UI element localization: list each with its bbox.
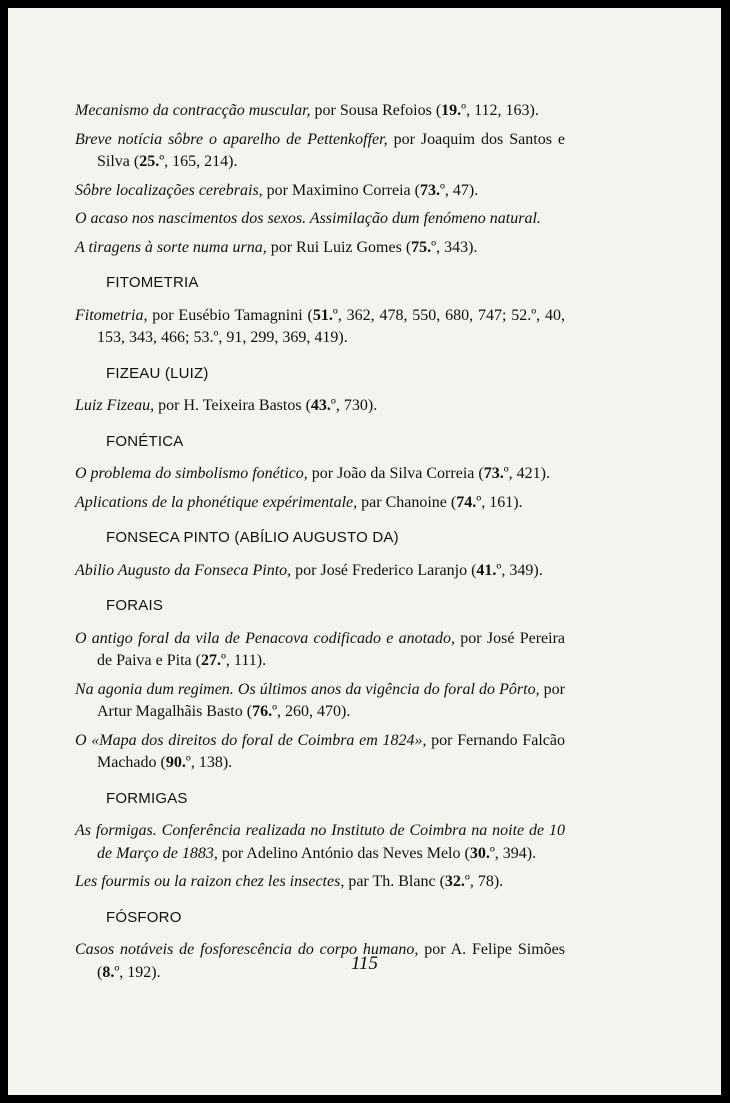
entry-volume: 73. xyxy=(419,181,440,199)
section-heading: FORAIS xyxy=(106,597,164,614)
entry-volume: 19. xyxy=(441,102,462,119)
entry-author: par Th. Blanc ( xyxy=(344,873,445,890)
entry-author: por Artur Magalhãis Basto ( xyxy=(97,680,566,720)
entry-volume: 74. xyxy=(456,493,477,511)
index-entry xyxy=(75,305,565,350)
entry-volume: 30. xyxy=(469,844,490,862)
entry-author: por Eusébio Tamagnini ( xyxy=(147,306,313,324)
entry-title: As formigas. Conferência realizada no Instituto de Coimbra na noite de 10 de Março de 1883, xyxy=(75,822,565,862)
entry-volume: 32. xyxy=(444,873,465,890)
entry-author: por Joaquim dos Santos e Silva ( xyxy=(97,130,565,170)
index-entry xyxy=(75,492,565,515)
entry-title: O antigo foral da vila de Penacova codificado e anotado, xyxy=(75,629,456,647)
entry-pages: º, 78). xyxy=(464,873,504,890)
entry-title: Luiz Fizeau, xyxy=(75,397,155,414)
index-entry xyxy=(75,560,565,583)
entry-title: Breve notícia sôbre o aparelho de Pettenkoffer, xyxy=(75,130,388,148)
entry-pages: º, 111). xyxy=(220,652,267,669)
section-heading: FONÉTICA xyxy=(106,432,184,450)
entry-volume: 41. xyxy=(476,561,497,579)
entry-author: por Fernando Falcão Machado ( xyxy=(97,731,565,771)
entry-volume: 27. xyxy=(200,652,221,669)
entry-pages: º, 192). xyxy=(114,963,161,981)
entry-title: O «Mapa dos direitos do foral de Coimbra em 1824», xyxy=(75,731,427,749)
entry-volume: 75. xyxy=(411,238,432,256)
entry-pages: º, 260, 470). xyxy=(272,703,351,720)
index-content xyxy=(75,100,565,990)
index-entry xyxy=(75,180,565,203)
entry-pages: º, 730). xyxy=(330,397,378,414)
entry-title: Fitometria, xyxy=(75,306,148,324)
entry-title: A tiragens à sorte numa urna, xyxy=(75,238,267,256)
index-entry xyxy=(75,871,565,894)
entry-author: por Adelino António das Neves Melo ( xyxy=(217,844,470,862)
entry-author: por Sousa Refoios ( xyxy=(310,102,442,119)
entry-pages: º, 349). xyxy=(496,561,543,579)
index-entry xyxy=(75,463,565,486)
index-entry xyxy=(75,129,565,174)
entry-volume: 25. xyxy=(139,153,160,170)
entry-title: Les fourmis ou la raizon chez les insectes, xyxy=(75,873,345,890)
entry-pages: º, 394). xyxy=(489,844,537,862)
entry-author: por José Frederico Laranjo ( xyxy=(291,561,477,579)
entry-volume: 51. xyxy=(312,306,333,324)
entry-pages: º, 362, 478, 550, 680, 747; 52.º, 40, 153, 343, 466; 53.º, 91, 299, 369, 419). xyxy=(97,306,566,346)
entry-volume: 8. xyxy=(102,963,115,981)
index-entry xyxy=(75,100,565,123)
entry-title: Sôbre localizações cerebrais, xyxy=(75,181,263,199)
entry-pages: º, 421). xyxy=(503,465,550,482)
entry-pages: º, 138). xyxy=(185,754,233,771)
section-heading: FÓSFORO xyxy=(106,908,182,926)
entry-author: por João da Silva Correia ( xyxy=(307,465,484,482)
index-entry xyxy=(75,208,565,231)
entry-pages: º, 165, 214). xyxy=(159,153,238,170)
index-entry xyxy=(75,730,565,775)
entry-volume: 76. xyxy=(252,703,273,720)
entry-author: por A. Felipe Simões ( xyxy=(97,941,565,981)
entry-title: Casos notáveis de fosforescência do corpo humano, xyxy=(75,941,419,958)
entry-volume: 90. xyxy=(165,754,186,771)
entry-author: por José Pereira de Paiva e Pita ( xyxy=(97,629,565,669)
index-entry xyxy=(75,395,565,418)
index-entry xyxy=(75,820,565,865)
entry-author: por H. Teixeira Bastos ( xyxy=(154,397,311,414)
entry-volume: 43. xyxy=(310,397,331,414)
entry-pages: º, 47). xyxy=(439,181,479,199)
entry-pages: º, 343). xyxy=(431,238,478,256)
page xyxy=(8,8,721,1095)
entry-title: Abilio Augusto da Fonseca Pinto, xyxy=(75,561,292,579)
index-entry xyxy=(75,679,565,724)
entry-author: par Chanoine ( xyxy=(357,493,457,511)
entry-title: Mecanismo da contracção muscular, xyxy=(75,102,311,119)
section-heading: FORMIGAS xyxy=(106,789,188,807)
entry-author: por Rui Luiz Gomes ( xyxy=(266,238,412,256)
index-entry xyxy=(75,628,565,673)
entry-volume: 73. xyxy=(483,465,504,482)
entry-title: O problema do simbolismo fonético, xyxy=(75,465,308,482)
entry-pages: º, 161). xyxy=(476,493,523,511)
entry-title: O acaso nos nascimentos dos sexos. Assimilação dum fenómeno natural. xyxy=(75,210,541,227)
entry-title: Aplications de la phonétique expérimentale, xyxy=(75,493,358,511)
entry-pages: º, 112, 163). xyxy=(461,102,539,119)
entry-author: por Maximino Correia ( xyxy=(262,181,420,199)
section-heading: FITOMETRIA xyxy=(106,274,199,291)
section-heading: FIZEAU (LUIZ) xyxy=(106,364,209,382)
index-entry xyxy=(75,237,565,260)
entry-title: Na agonia dum regimen. Os últimos anos da vigência do foral do Pôrto, xyxy=(75,680,540,698)
section-heading: FONSECA PINTO (ABÍLIO AUGUSTO DA) xyxy=(106,529,399,546)
page-number: 115 xyxy=(350,953,379,974)
